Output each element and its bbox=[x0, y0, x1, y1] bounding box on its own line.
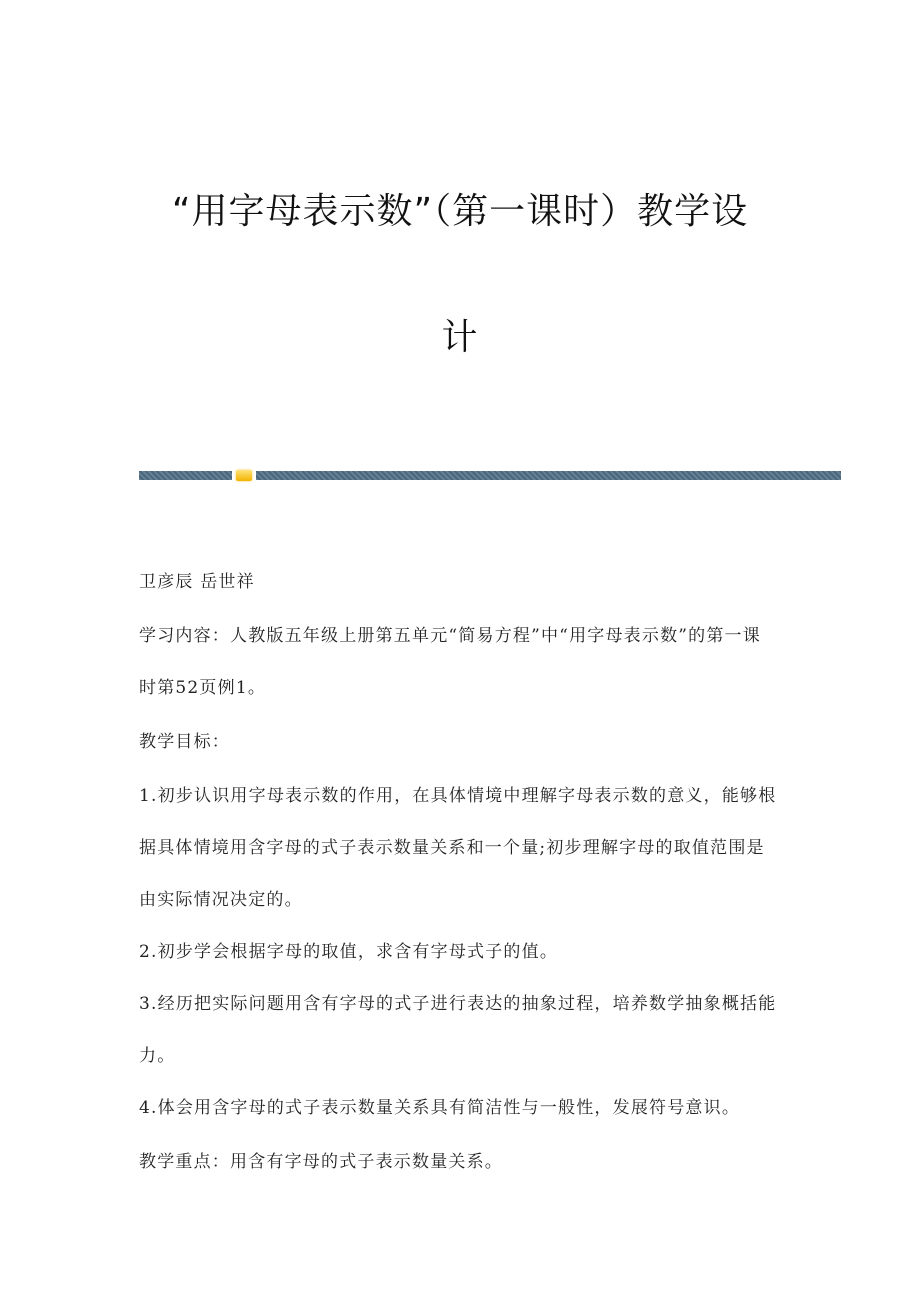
decorative-divider bbox=[139, 471, 841, 480]
objective-item-4: 4.体会用含字母的式子表示数量关系具有简洁性与一般性，发展符号意识。 bbox=[139, 1098, 741, 1118]
divider-bar-left bbox=[139, 471, 232, 480]
document-title-line-2: 计 bbox=[441, 317, 479, 358]
divider-gem-icon bbox=[236, 470, 252, 481]
authors: 卫彦辰 岳世祥 bbox=[139, 572, 255, 592]
objective-item-3: 3.经历把实际问题用含有字母的式子进行表达的抽象过程，培养数学抽象概括能力。 bbox=[139, 994, 777, 1066]
objective-item-2: 2.初步学会根据字母的取值，求含有字母式子的值。 bbox=[139, 942, 559, 962]
objective-item-1: 1.初步认识用字母表示数的作用，在具体情境中理解字母表示数的意义，能够根据具体情境用含字母的式子表示数量关系和一个量;初步理解字母的取值范围是由实际情况决定的。 bbox=[139, 786, 777, 910]
objectives-heading: 教学目标： bbox=[139, 732, 230, 752]
learning-content: 学习内容：人教版五年级上册第五单元“简易方程”中“用字母表示数”的第一课时第52页例1。 bbox=[139, 626, 761, 698]
divider-bar-right bbox=[256, 471, 841, 480]
key-point: 教学重点：用含有字母的式子表示数量关系。 bbox=[139, 1152, 503, 1172]
document-title-line-1: “用字母表示数”（第一课时）教学设 bbox=[171, 191, 749, 232]
